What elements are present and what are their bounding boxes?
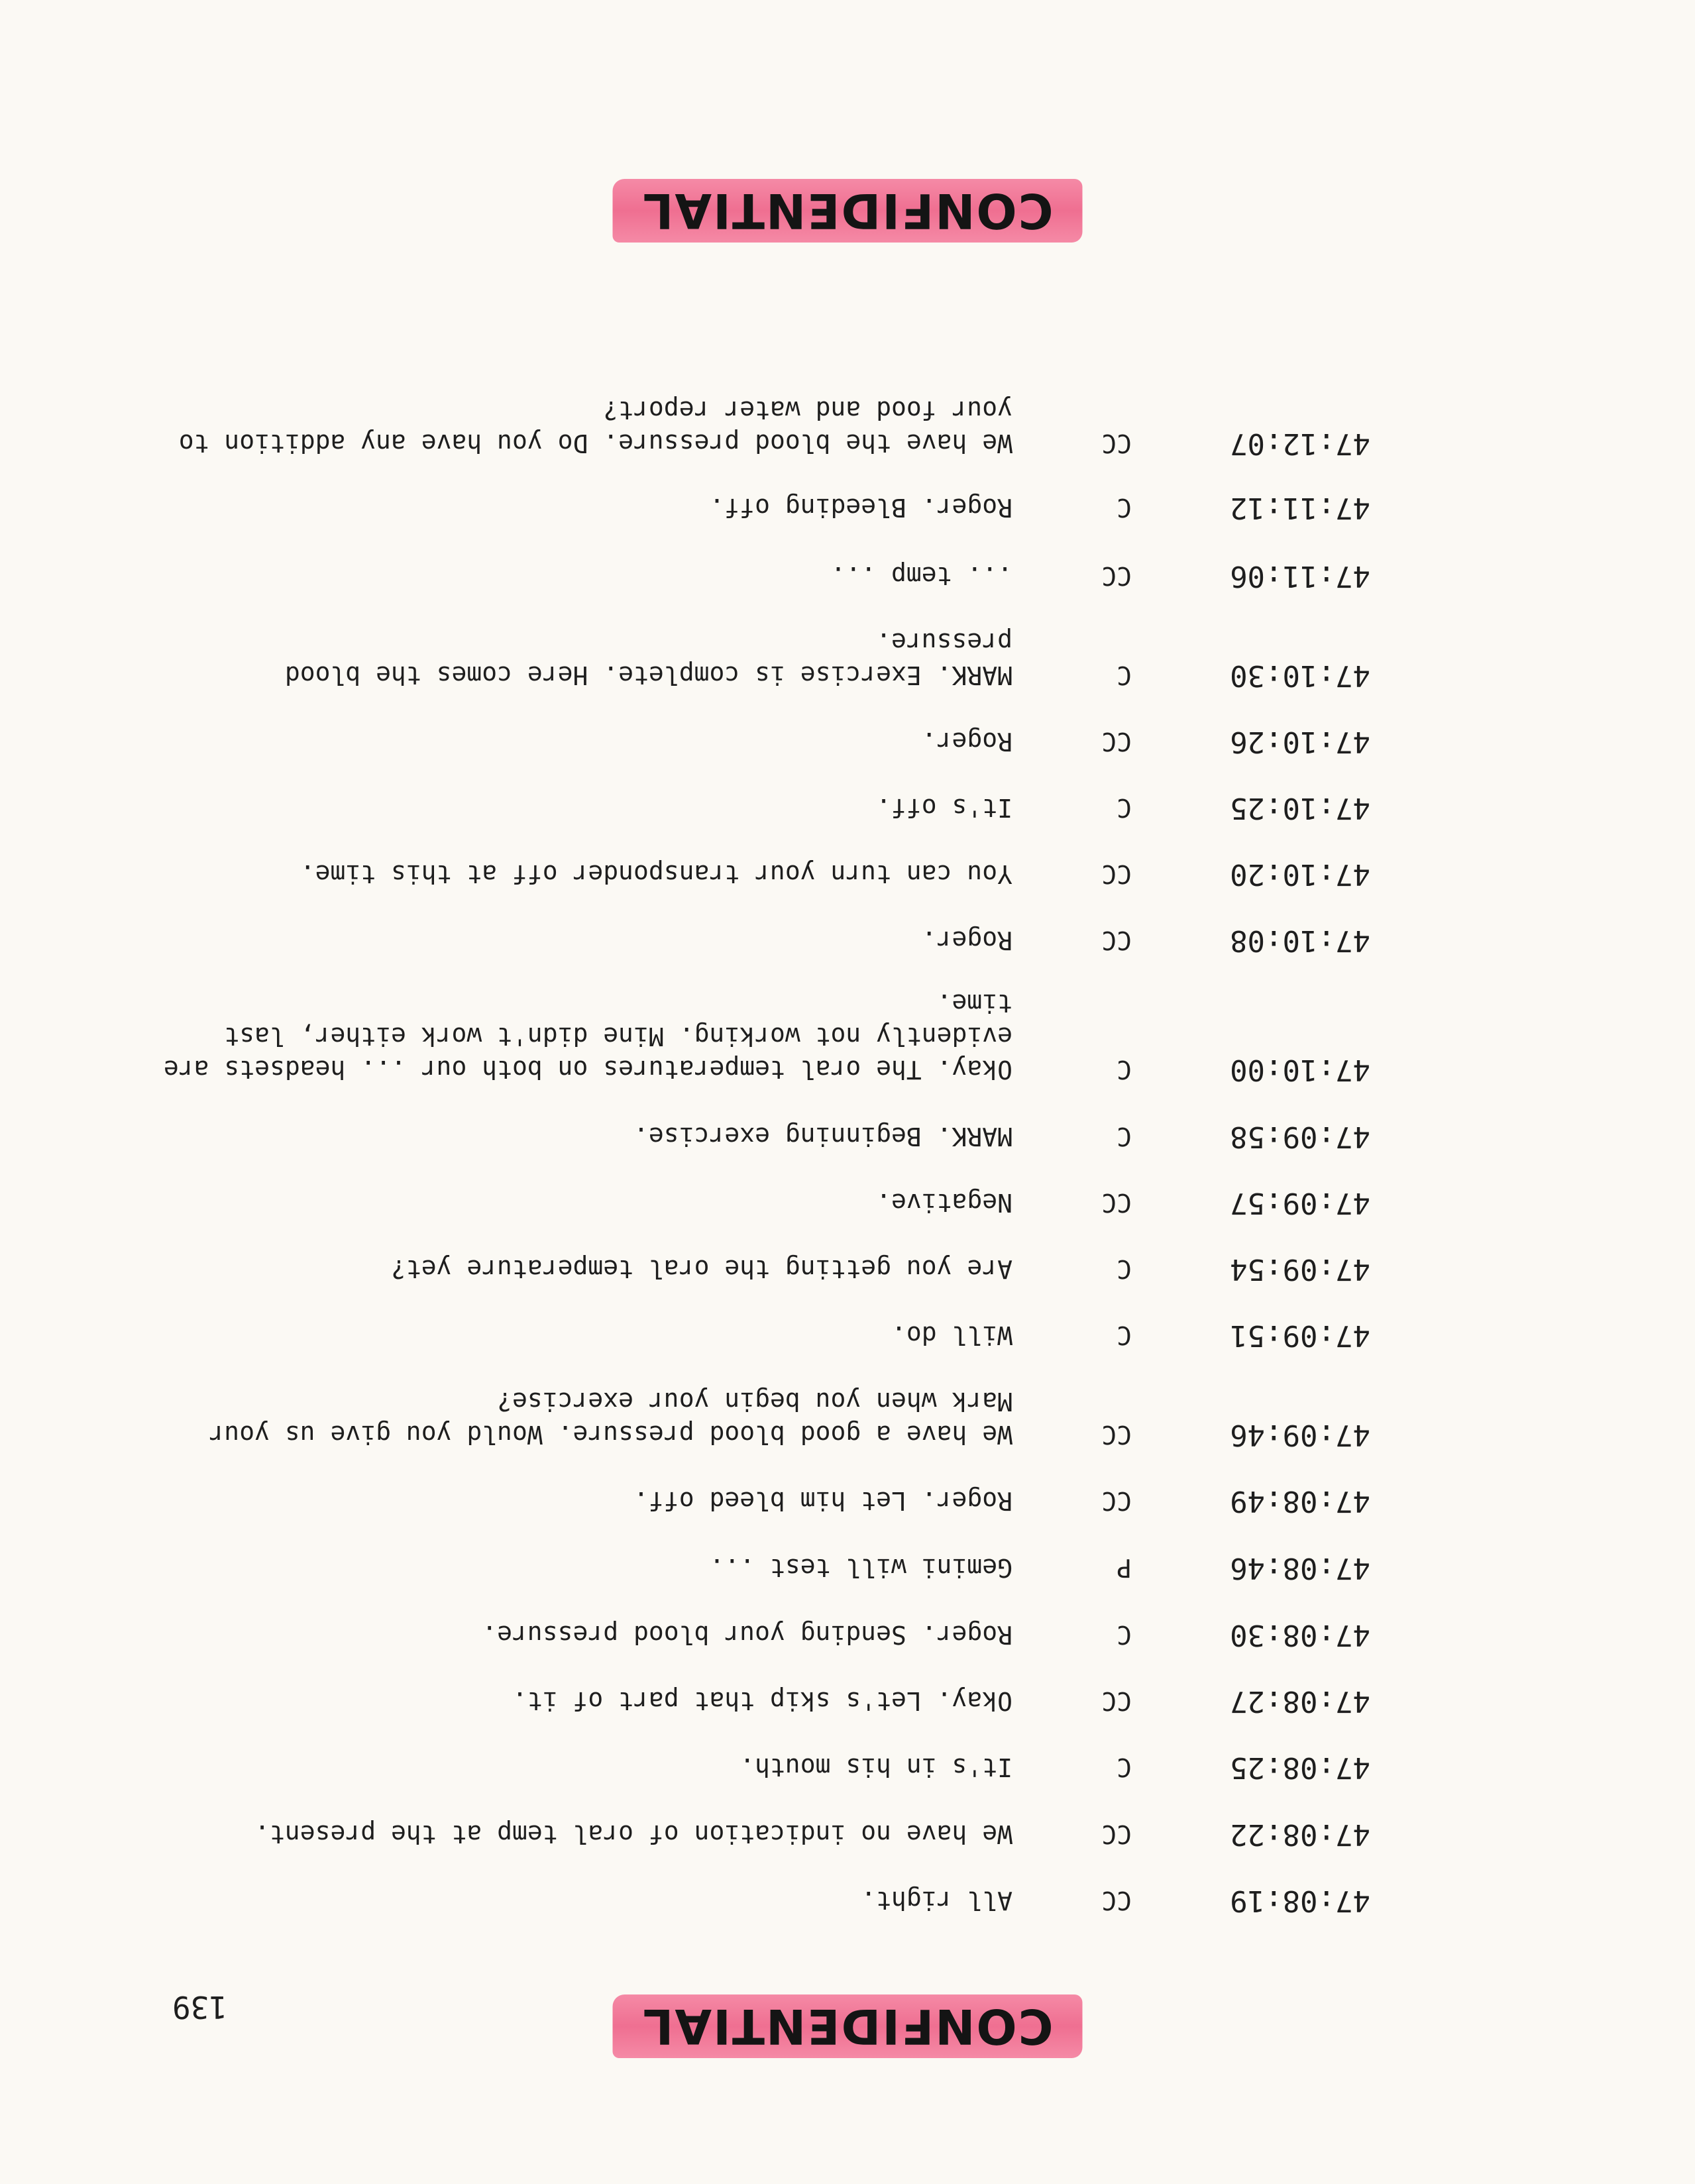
entry-time: 47:08:49 [1230,1484,1370,1518]
entry-speaker: CC [1101,429,1132,458]
entry-time: 47:11:06 [1230,559,1370,593]
entry-speaker: CC [1101,1820,1132,1849]
entry-time: 47:10:08 [1230,924,1370,957]
entry-speaker: C [1117,1321,1132,1350]
entry-time: 47:08:27 [1230,1684,1370,1718]
confidential-banner-bottom: CONFIDENTIAL [613,179,1083,243]
entry-speaker: CC [1101,859,1132,889]
entry-text: We have a good blood pressure. Would you give us your Mark when you begin your exercise? [209,1387,1012,1449]
entry-text: All right. [861,1886,1012,1915]
entry-speaker: C [1117,793,1132,822]
entry-speaker: C [1117,1122,1132,1151]
entry-time: 47:09:46 [1230,1418,1370,1452]
entry-speaker: CC [1101,1486,1132,1515]
entry-text: MARK. Exercise is complete. Here comes the blood pressure. [284,628,1012,690]
entry-text: Roger. Let him bleed off. [633,1486,1012,1515]
entry-speaker: P [1117,1553,1132,1582]
entry-time: 47:09:51 [1230,1319,1370,1352]
confidential-banner-top: CONFIDENTIAL [613,1994,1083,2058]
entry-text: Roger. [921,727,1012,756]
entry-time: 47:11:12 [1230,491,1370,525]
entry-speaker: C [1117,661,1132,690]
entry-text: Okay. The oral temperatures on both our ... headsets are evidently not working. Mine didn't work either, last time. [163,989,1012,1084]
entry-speaker: CC [1101,561,1132,590]
entry-time: 47:10:25 [1230,791,1370,825]
entry-speaker: C [1117,1254,1132,1283]
entry-text: Roger. Sending your blood pressure. [482,1620,1012,1649]
entry-speaker: CC [1101,1188,1132,1217]
entry-speaker: C [1117,493,1132,522]
entry-speaker: C [1117,1753,1132,1782]
entry-time: 47:08:25 [1230,1751,1370,1784]
page-number: 139 [172,1989,227,2025]
entry-text: Roger. Bleeding off. [709,493,1012,522]
entry-speaker: CC [1101,926,1132,955]
entry-time: 47:08:30 [1230,1618,1370,1652]
entry-text: We have the blood pressure. Do you have any addition to your food and water report? [178,396,1012,458]
entry-speaker: CC [1101,1686,1132,1716]
entry-time: 47:08:19 [1230,1884,1370,1918]
entry-text: It's off. [876,793,1012,822]
entry-speaker: C [1117,1055,1132,1084]
entry-speaker: CC [1101,1420,1132,1449]
entry-time: 47:09:57 [1230,1186,1370,1220]
entry-text: We have no indication of oral temp at the present. [254,1820,1012,1849]
entry-speaker: CC [1101,727,1132,756]
entry-time: 47:12:07 [1230,427,1370,461]
entry-time: 47:10:00 [1230,1053,1370,1087]
entry-text: MARK. Beginning exercise. [633,1122,1012,1151]
entry-time: 47:08:46 [1230,1551,1370,1585]
entry-time: 47:10:26 [1230,725,1370,759]
entry-text: Will do. [891,1321,1012,1350]
entry-time: 47:10:20 [1230,857,1370,891]
entry-text: It's in his mouth. [739,1753,1012,1782]
entry-speaker: CC [1101,1886,1132,1915]
entry-text: Are you getting the oral temperature yet? [391,1254,1012,1283]
entry-time: 47:09:58 [1230,1120,1370,1154]
entry-time: 47:10:30 [1230,659,1370,692]
entry-time: 47:09:54 [1230,1252,1370,1286]
entry-text: Gemini will test ... [709,1553,1012,1582]
entry-text: Okay. Let's skip that part of it. [512,1686,1012,1716]
entry-text: ... temp ... [830,561,1012,590]
entry-text: You can turn your transponder off at this time. [300,859,1012,889]
entry-text: Negative. [876,1188,1012,1217]
entry-speaker: C [1117,1620,1132,1649]
entry-time: 47:08:22 [1230,1818,1370,1851]
entry-text: Roger. [921,926,1012,955]
